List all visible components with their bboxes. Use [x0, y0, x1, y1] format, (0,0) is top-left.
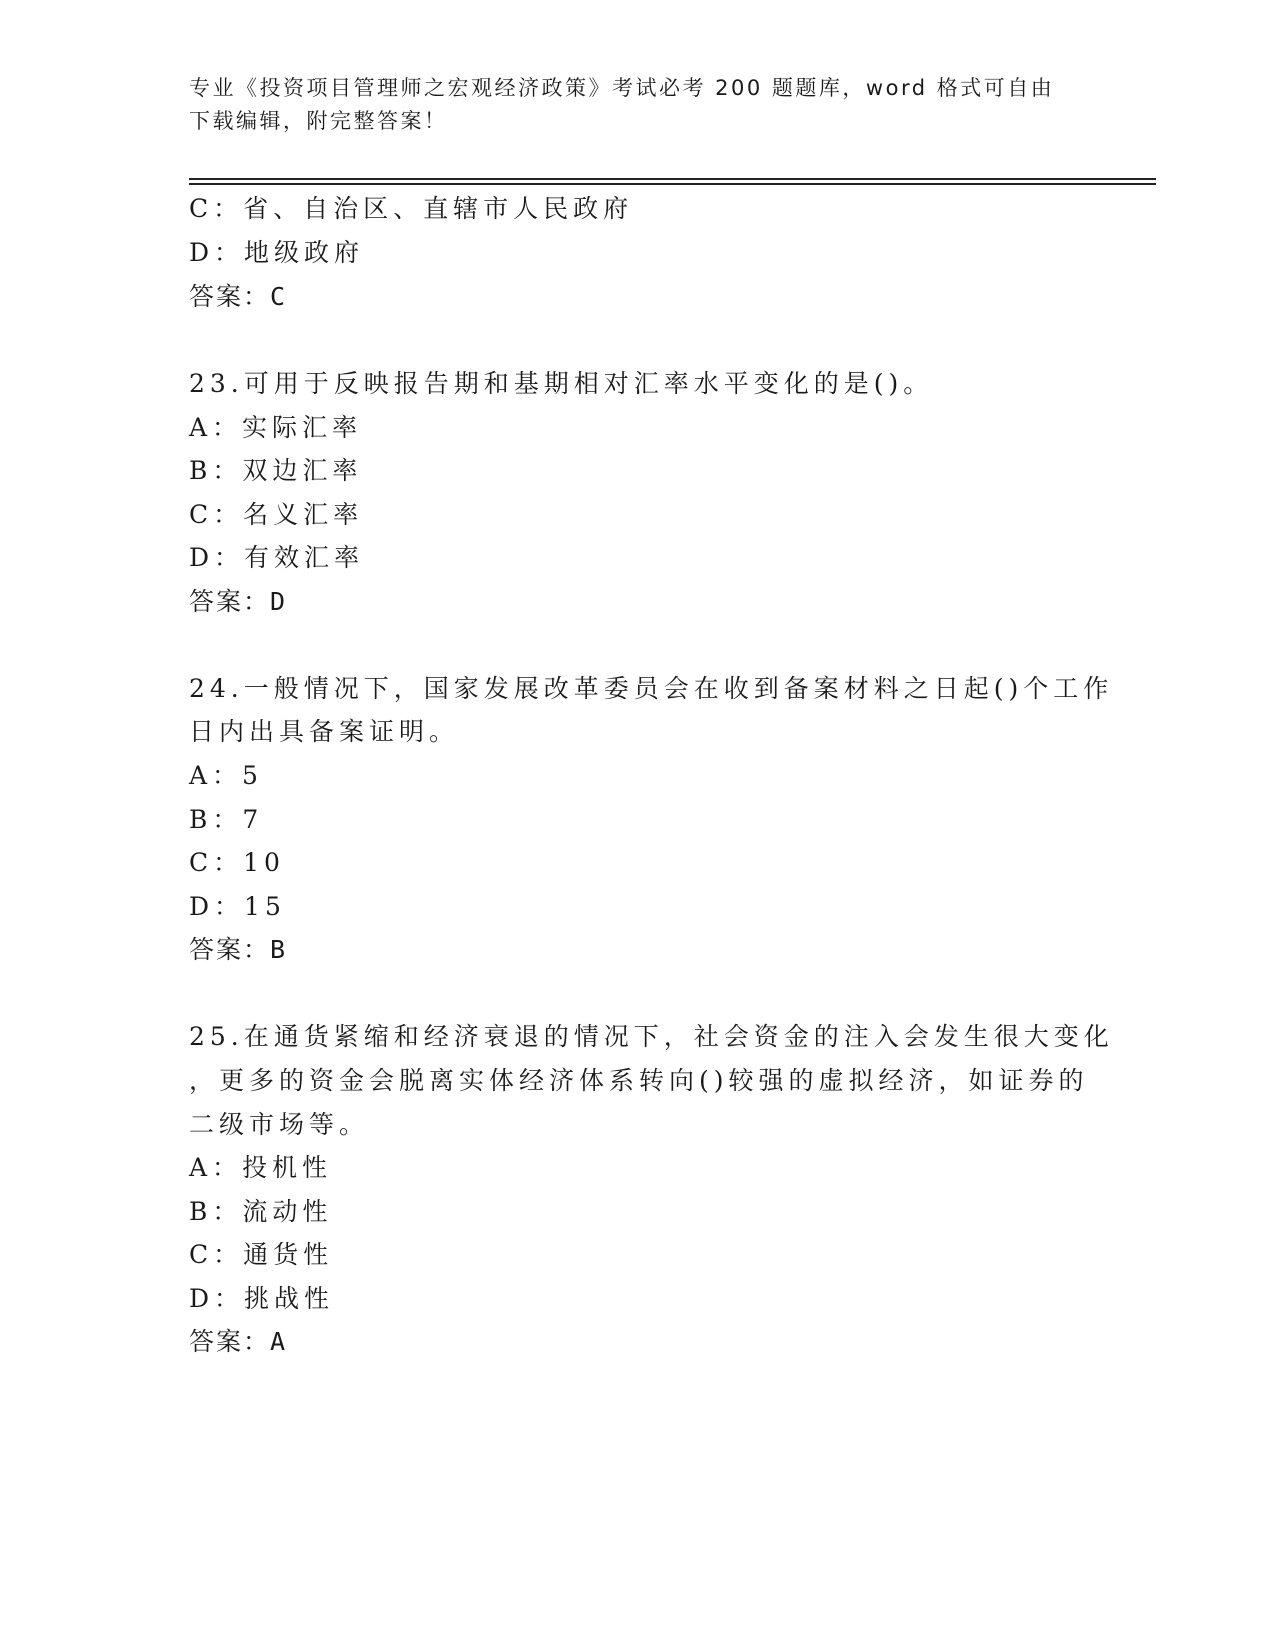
answer-line — [189, 586, 1089, 618]
document-header — [189, 72, 1089, 138]
option-b: B：双边汇率 — [189, 456, 363, 485]
question-stem-line-2: ，更多的资金会脱离实体经济体系转向()较强的虚拟经济，如证券的 — [189, 1066, 1089, 1095]
option-b: B：流动性 — [189, 1197, 333, 1226]
question-stem-line-2: 日内出具备案证明。 — [189, 717, 460, 746]
question-stem: 23.可用于反映报告期和基期相对汇率水平变化的是()。 — [189, 369, 934, 398]
option-d: D：地级政府 — [189, 238, 365, 267]
option-a: A：投机性 — [189, 1153, 333, 1182]
header-divider-bottom — [189, 183, 1156, 185]
answer-line — [189, 934, 1089, 966]
answer-line — [189, 281, 1089, 313]
option-a: A：实际汇率 — [189, 413, 363, 442]
header-line-2: 下载编辑，附完整答案！ — [189, 109, 448, 133]
answer-value: D — [270, 587, 286, 616]
answer-label: 答案： — [189, 1327, 271, 1356]
answer-value: B — [270, 935, 286, 964]
option-a: A：5 — [189, 761, 263, 790]
answer-label: 答案： — [189, 587, 271, 616]
answer-value: A — [270, 1327, 286, 1356]
option-c: C：10 — [189, 848, 285, 877]
answer-line — [189, 1326, 1089, 1358]
option-d: D：15 — [189, 892, 286, 921]
answer-label: 答案： — [189, 935, 271, 964]
header-divider-top — [189, 178, 1156, 180]
option-b: B：7 — [189, 805, 264, 834]
answer-label: 答案： — [189, 282, 271, 311]
option-c: C：省、自治区、直辖市人民政府 — [189, 194, 634, 223]
header-line-1: 专业《投资项目管理师之宏观经济政策》考试必考 200 题题库，word 格式可自由 — [189, 76, 1055, 100]
option-c: C：通货性 — [189, 1240, 334, 1269]
option-c: C：名义汇率 — [189, 500, 364, 529]
option-d: D：有效汇率 — [189, 543, 365, 572]
question-stem-line-1: 25.在通货紧缩和经济衰退的情况下，社会资金的注入会发生很大变化 — [189, 1022, 1114, 1051]
question-stem-line-1: 24.一般情况下，国家发展改革委员会在收到备案材料之日起()个工作 — [189, 674, 1114, 703]
answer-value: C — [270, 282, 286, 311]
option-d: D：挑战性 — [189, 1284, 335, 1313]
question-stem-line-3: 二级市场等。 — [189, 1110, 370, 1139]
